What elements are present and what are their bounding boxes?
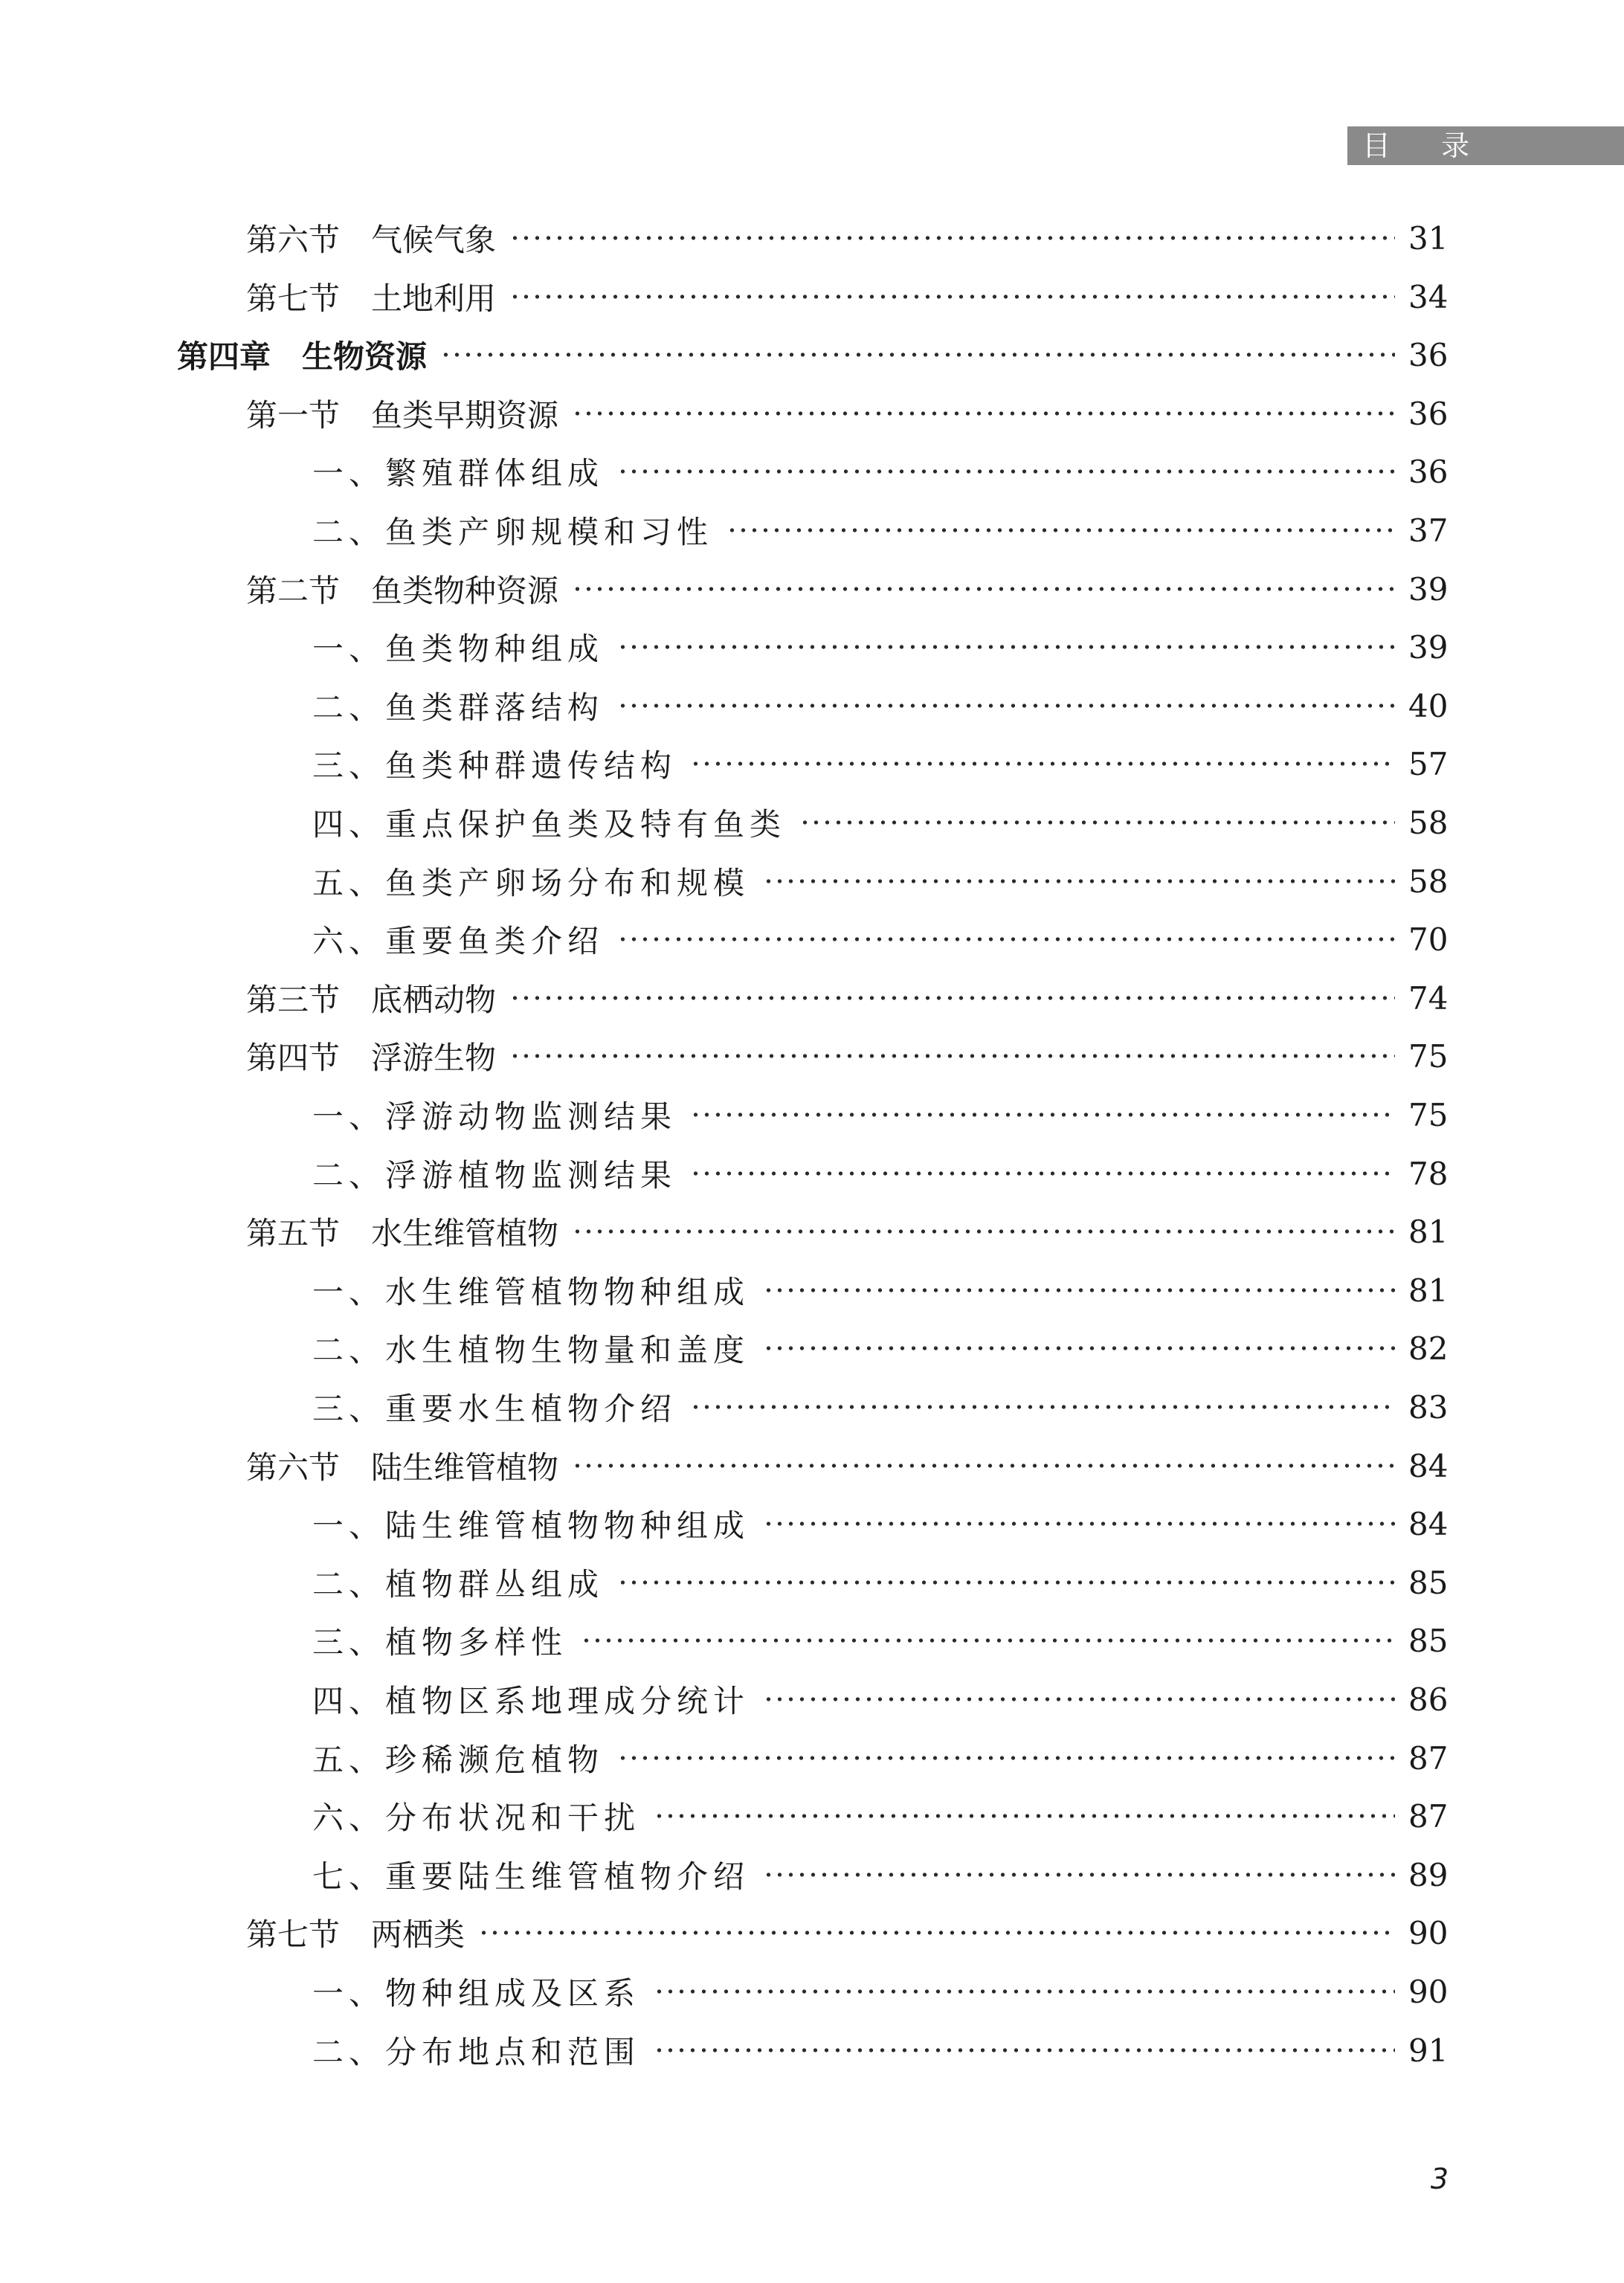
toc-entry-title: 一、繁殖群体组成 bbox=[312, 455, 605, 492]
toc-entry-title: 五、珍稀濒危植物 bbox=[312, 1742, 605, 1778]
toc-entry-page: 58 bbox=[1408, 804, 1449, 841]
toc-entry-title: 二、鱼类群落结构 bbox=[312, 689, 605, 726]
toc-entry bbox=[177, 332, 1447, 377]
toc-entry-title: 第七节 土地利用 bbox=[246, 280, 497, 317]
toc-dot-leader bbox=[572, 584, 1395, 594]
toc-entry bbox=[312, 1969, 1447, 2014]
toc-dot-leader bbox=[572, 1461, 1395, 1471]
toc-entry-page: 87 bbox=[1408, 1797, 1449, 1835]
toc-entry-page: 91 bbox=[1408, 2032, 1449, 2069]
toc-entry bbox=[312, 800, 1447, 845]
toc-dot-leader bbox=[617, 1577, 1395, 1588]
toc-dot-leader bbox=[617, 466, 1395, 477]
toc-dot-leader bbox=[654, 1811, 1395, 1821]
toc-entry bbox=[246, 1209, 1447, 1254]
toc-dot-leader bbox=[763, 876, 1395, 886]
toc-entry bbox=[312, 917, 1447, 962]
toc-entry bbox=[246, 1443, 1447, 1488]
toc-dot-leader bbox=[763, 1519, 1395, 1529]
toc-entry-page: 89 bbox=[1408, 1856, 1449, 1893]
toc-entry-page: 83 bbox=[1408, 1388, 1449, 1426]
toc-dot-leader bbox=[799, 817, 1395, 828]
toc-entry-title: 一、鱼类物种组成 bbox=[312, 631, 605, 667]
toc-entry-page: 57 bbox=[1408, 745, 1449, 782]
toc-dot-leader bbox=[763, 1285, 1395, 1295]
toc-entry-title: 第三节 底栖动物 bbox=[246, 982, 497, 1018]
toc-entry bbox=[312, 1677, 1447, 1722]
toc-entry-page: 90 bbox=[1408, 1914, 1449, 1951]
toc-entry-title: 第一节 鱼类早期资源 bbox=[246, 397, 559, 434]
toc-entry bbox=[312, 1326, 1447, 1371]
toc-entry-title: 第四节 浮游生物 bbox=[246, 1040, 497, 1076]
toc-entry-page: 70 bbox=[1408, 921, 1449, 958]
toc-dot-leader bbox=[617, 701, 1395, 711]
toc-entry-page: 37 bbox=[1408, 512, 1449, 549]
toc-entry bbox=[312, 1852, 1447, 1897]
toc-dot-leader bbox=[617, 1753, 1395, 1763]
toc-entry-title: 二、分布地点和范围 bbox=[312, 2034, 641, 2070]
toc-entry-title: 二、水生植物生物量和盖度 bbox=[312, 1332, 750, 1368]
toc-entry-title: 七、重要陆生维管植物介绍 bbox=[312, 1858, 750, 1895]
toc-entry-page: 86 bbox=[1408, 1681, 1449, 1718]
toc-entry-title: 二、鱼类产卵规模和习性 bbox=[312, 514, 714, 550]
toc-dot-leader bbox=[572, 1226, 1395, 1237]
toc-entry-page: 84 bbox=[1408, 1447, 1449, 1484]
toc-dot-leader bbox=[617, 642, 1395, 652]
toc-entry-title: 三、重要水生植物介绍 bbox=[312, 1391, 677, 1427]
toc-entry-page: 36 bbox=[1408, 453, 1449, 490]
toc-dot-leader bbox=[617, 934, 1395, 944]
toc-dot-leader bbox=[690, 759, 1395, 769]
toc-entry-page: 75 bbox=[1408, 1037, 1449, 1075]
toc-entry-page: 31 bbox=[1408, 219, 1449, 257]
toc-entry-title: 第五节 水生维管植物 bbox=[246, 1215, 559, 1252]
toc-entry-page: 81 bbox=[1408, 1272, 1449, 1309]
toc-dot-leader bbox=[509, 292, 1395, 302]
toc-entry-title: 一、陆生维管植物物种组成 bbox=[312, 1507, 750, 1544]
toc-entry-title: 第七节 两栖类 bbox=[246, 1916, 465, 1953]
toc-entry-page: 75 bbox=[1408, 1096, 1449, 1133]
toc-entry bbox=[246, 1910, 1447, 1955]
toc-dot-leader bbox=[509, 233, 1395, 243]
toc-entry bbox=[312, 1736, 1447, 1780]
toc-entry bbox=[312, 1268, 1447, 1313]
toc-dot-leader bbox=[690, 1168, 1395, 1179]
toc-entry-page: 39 bbox=[1408, 570, 1449, 608]
toc-entry-page: 34 bbox=[1408, 278, 1449, 315]
toc-entry-page: 58 bbox=[1408, 863, 1449, 900]
header-title: 目 录 bbox=[1362, 129, 1491, 162]
toc-entry-page: 81 bbox=[1408, 1213, 1449, 1250]
toc-entry-page: 85 bbox=[1408, 1564, 1449, 1601]
toc-entry-title: 第六节 陆生维管植物 bbox=[246, 1449, 559, 1486]
toc-entry-title: 四、重点保护鱼类及特有鱼类 bbox=[312, 806, 787, 843]
toc-entry-page: 87 bbox=[1408, 1739, 1449, 1777]
toc-dot-leader bbox=[572, 408, 1395, 419]
toc-entry-title: 第六节 气候气象 bbox=[246, 222, 497, 258]
toc-dot-leader bbox=[763, 1343, 1395, 1353]
toc-entry-title: 三、鱼类种群遗传结构 bbox=[312, 747, 677, 784]
toc-entry bbox=[312, 449, 1447, 494]
toc-dot-leader bbox=[509, 993, 1395, 1003]
toc-dot-leader bbox=[440, 350, 1395, 360]
toc-entry bbox=[246, 274, 1447, 319]
toc-entry-page: 40 bbox=[1408, 687, 1449, 724]
toc-dot-leader bbox=[690, 1110, 1395, 1120]
toc-entry bbox=[312, 1794, 1447, 1838]
toc-dot-leader bbox=[726, 525, 1395, 535]
toc-entry bbox=[246, 1034, 1447, 1078]
toc-entry-page: 84 bbox=[1408, 1505, 1449, 1542]
toc-entry bbox=[312, 1501, 1447, 1546]
toc-entry-title: 第二节 鱼类物种资源 bbox=[246, 573, 559, 609]
toc-dot-leader bbox=[581, 1635, 1395, 1646]
toc-entry bbox=[312, 1618, 1447, 1663]
toc-entry-page: 85 bbox=[1408, 1622, 1449, 1659]
toc-entry bbox=[246, 567, 1447, 611]
toc-dot-leader bbox=[654, 1986, 1395, 1997]
toc-entry bbox=[312, 859, 1447, 904]
toc-entry-page: 36 bbox=[1408, 336, 1449, 373]
toc-entry-title: 三、植物多样性 bbox=[312, 1624, 568, 1661]
toc-entry-title: 四、植物区系地理成分统计 bbox=[312, 1683, 750, 1719]
toc-entry-title: 二、植物群丛组成 bbox=[312, 1566, 605, 1603]
toc-dot-leader bbox=[690, 1402, 1395, 1412]
toc-entry bbox=[312, 1092, 1447, 1137]
toc-entry bbox=[312, 1151, 1447, 1196]
toc-entry-title: 一、物种组成及区系 bbox=[312, 1975, 641, 2012]
toc-entry-title: 五、鱼类产卵场分布和规模 bbox=[312, 865, 750, 901]
toc-entry-page: 39 bbox=[1408, 628, 1449, 666]
toc-entry bbox=[246, 391, 1447, 436]
toc-entry bbox=[246, 976, 1447, 1020]
toc-entry-page: 74 bbox=[1408, 979, 1449, 1017]
toc-entry bbox=[312, 741, 1447, 786]
toc-entry-title: 六、分布状况和干扰 bbox=[312, 1800, 641, 1836]
toc-entry-title: 二、浮游植物监测结果 bbox=[312, 1157, 677, 1194]
toc-entry bbox=[312, 508, 1447, 553]
toc-entry bbox=[312, 1560, 1447, 1605]
toc-entry-title: 六、重要鱼类介绍 bbox=[312, 923, 605, 959]
toc-entry-page: 36 bbox=[1408, 395, 1449, 432]
toc-entry-title: 一、浮游动物监测结果 bbox=[312, 1098, 677, 1135]
toc-entry bbox=[312, 1385, 1447, 1429]
toc-entry bbox=[246, 216, 1447, 260]
toc-entry-page: 90 bbox=[1408, 1973, 1449, 2010]
toc-dot-leader bbox=[654, 2045, 1395, 2055]
toc-entry bbox=[312, 2028, 1447, 2073]
toc-entry bbox=[312, 625, 1447, 669]
toc-dot-leader bbox=[509, 1051, 1395, 1061]
toc-dot-leader bbox=[763, 1694, 1395, 1704]
toc-dot-leader bbox=[478, 1928, 1395, 1938]
page-number: 3 bbox=[1430, 2163, 1449, 2195]
toc-dot-leader bbox=[763, 1870, 1395, 1880]
toc-entry-page: 78 bbox=[1408, 1155, 1449, 1192]
toc-entry-title: 一、水生维管植物物种组成 bbox=[312, 1274, 750, 1310]
toc-entry-title: 第四章 生物资源 bbox=[177, 338, 428, 375]
toc-entry-page: 82 bbox=[1408, 1330, 1449, 1367]
toc-entry bbox=[312, 683, 1447, 728]
